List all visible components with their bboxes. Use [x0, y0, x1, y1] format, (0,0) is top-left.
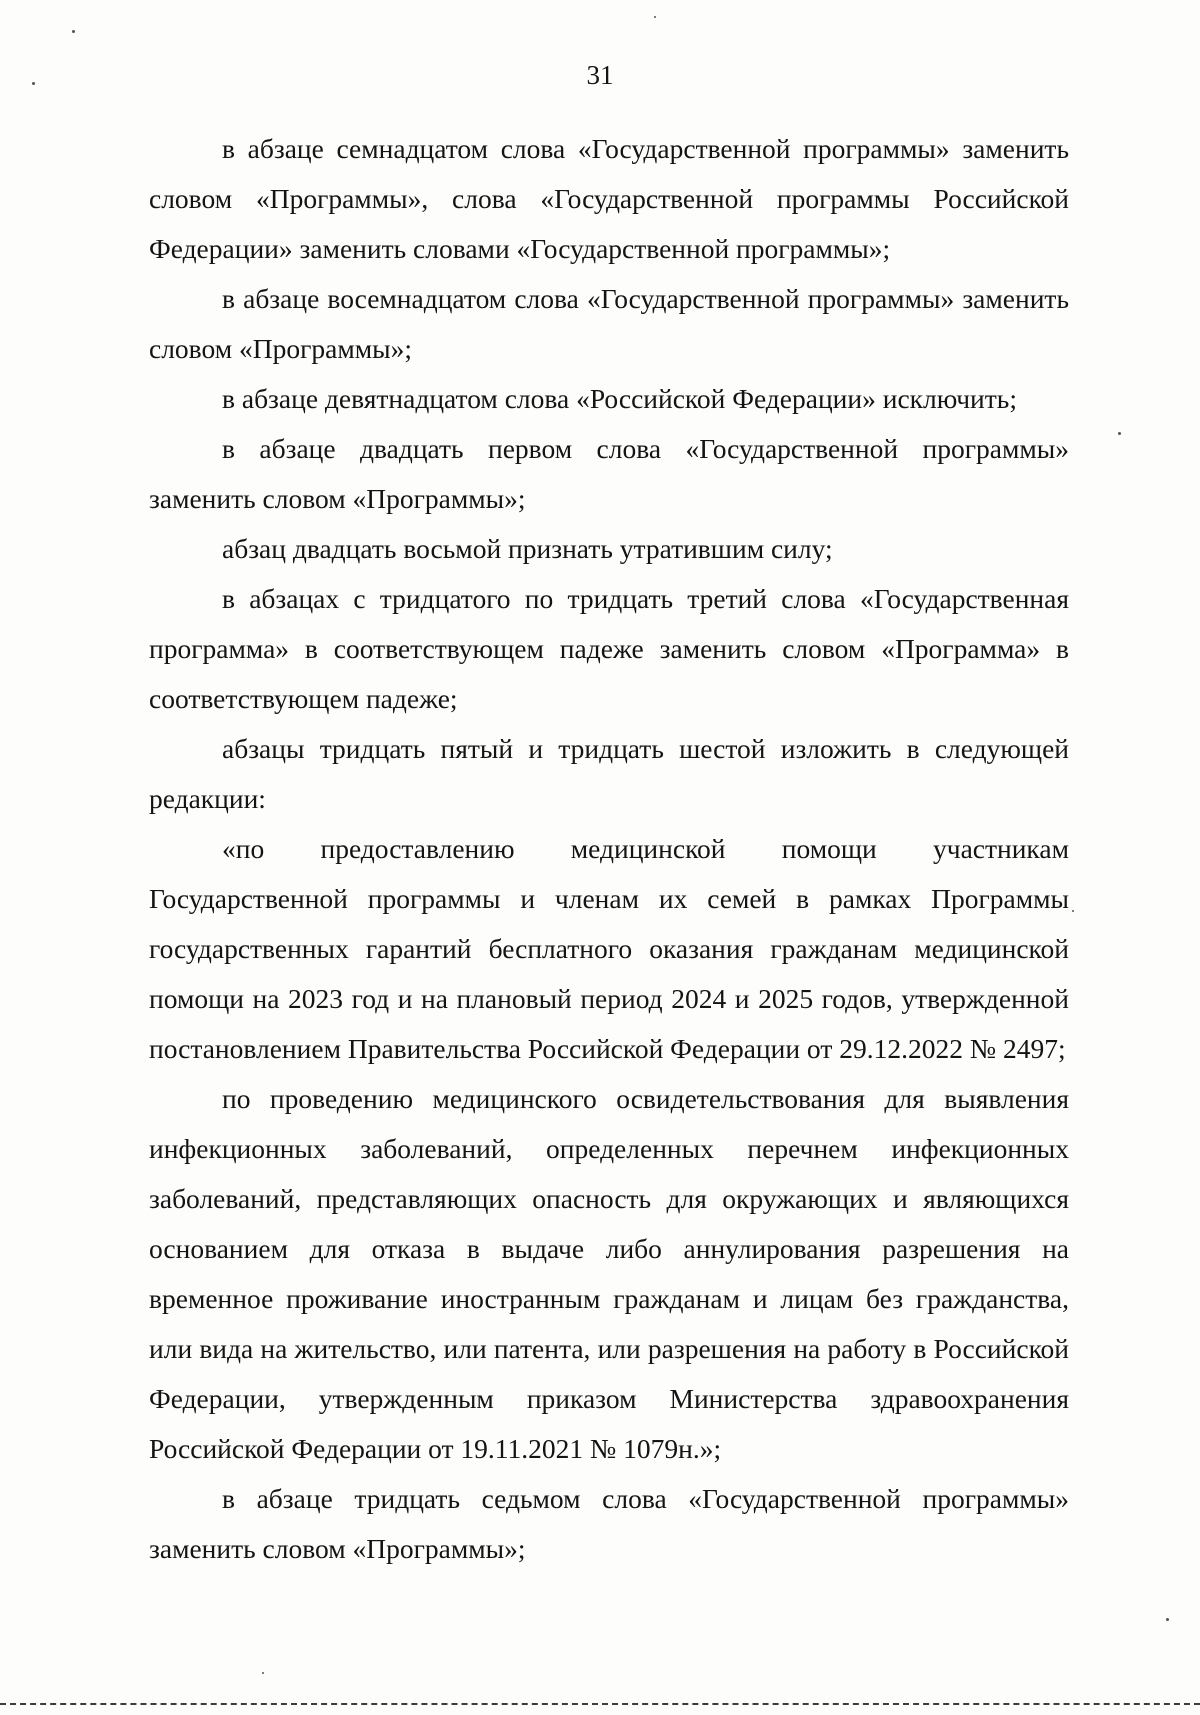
paragraph-28-amendment: абзац двадцать восьмой признать утратившим силу; [222, 533, 833, 564]
scan-speck [32, 82, 35, 85]
paragraph-21-amendment: в абзаце двадцать первом слова «Государственной программы» заменить словом «Программы»; [149, 433, 1069, 514]
paragraphs-35-36-amendment: абзацы тридцать пятый и тридцать шестой изложить в следующей редакции: [149, 733, 1069, 814]
scan-speck [1118, 432, 1121, 435]
paragraph-37-amendment: в абзаце тридцать седьмом слова «Государственной программы» заменить словом «Программы»; [149, 1483, 1069, 1564]
paragraph-19-amendment: в абзаце девятнадцатом слова «Российской Федерации» исключить; [222, 383, 1017, 414]
document-body [149, 124, 1069, 1574]
scan-speck [654, 16, 656, 18]
quoted-paragraph-medical-examination: по проведению медицинского освидетельствования для выявления инфекционных заболеваний, определенных перечнем инфекционных заболеваний, представляющих опасность для окружающих и являющихся основанием для отказа в выдаче либо аннулирования разрешения на временное проживание иностранным гражданам и лицам без гражданства, или вида на жительство, или патента, или разрешения на работу в Российской Федерации, утвержденным приказом Министерства здравоохранения Российской Федерации от 19.11.2021 № 1079н.»; [149, 1083, 1069, 1464]
scan-speck [1072, 910, 1074, 912]
paragraphs-30-33-amendment: в абзацах с тридцатого по тридцать третий слова «Государственная программа» в соответствующем падеже заменить словом «Программа» в соответствующем падеже; [149, 583, 1069, 714]
scan-speck [72, 30, 75, 33]
paragraph-17-amendment: в абзаце семнадцатом слова «Государственной программы» заменить словом «Программы», слова «Государственной программы Российской Федерации» заменить словами «Государственной программы»; [149, 133, 1069, 264]
scan-bottom-edge [0, 1703, 1200, 1705]
paragraph-18-amendment: в абзаце восемнадцатом слова «Государственной программы» заменить словом «Программы»; [149, 283, 1069, 364]
scan-speck [1166, 1618, 1169, 1621]
page-number: 31 [586, 60, 614, 90]
quoted-paragraph-medical-care: «по предоставлению медицинской помощи участникам Государственной программы и членам их семей в рамках Программы государственных гарантий бесплатного оказания гражданам медицинской помощи на 2023 год и на плановый период 2024 и 2025 годов, утвержденной постановлением Правительства Российской Федерации от 29.12.2022 № 2497; [149, 833, 1069, 1064]
scan-speck [262, 1672, 264, 1674]
